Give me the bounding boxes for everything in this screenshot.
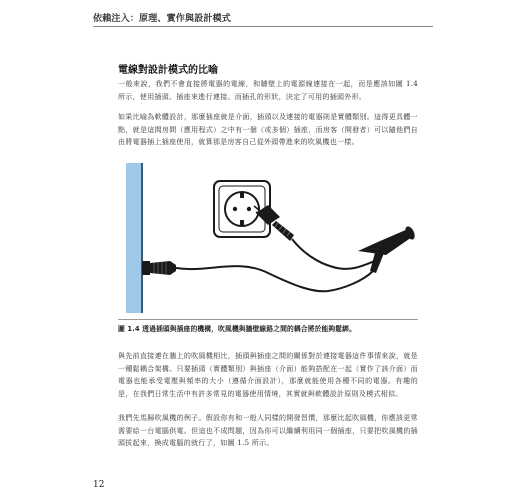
plug-socket-illustration (118, 163, 418, 313)
wall-icon (126, 163, 142, 313)
section-title: 電線對設計模式的比喻 (118, 65, 218, 76)
hair-dryer-icon (328, 225, 417, 291)
paragraph-1: 一般來說，我們不會直接將電器的電線，和牆壁上的電源線連接在一起，而是應該如圖 1.4 所示，使用插頭、插座來進行連接。而插孔的形狀，決定了可用的插頭外形。 (118, 80, 418, 101)
page-number: 12 (93, 480, 105, 490)
paragraph-3: 與先前直接連在牆上的吹風機相比，插頭與插座之間的關係對於連接電器這件事情來說，就是一種鬆耦合架構。只要插頭（實體類別）與插座（介面）能夠搭配在一起（實作了該介面）而電器也能承受電壓與頻率的大小（遵循介面設計），那麼就能使用各種不同的電器。有趣的是，在我們日常生活中有許多常見的電器使用情境，其實就與軟體設計原則及模式相似。 (118, 352, 418, 398)
figure-caption: 圖 1.4 透過插頭與插座的機構，吹風機與牆壁線路之間的耦合將於能夠鬆綁。 (118, 325, 356, 333)
figure-rule (118, 319, 418, 320)
figure-1-4 (118, 163, 418, 313)
paragraph-2: 如果比喻為軟體設計，那麼插座就是介面，插頭以及連接的電器則是實體類別。這得更具體一點，就是這間房間（應用程式）之中有一個（或多個）插座，而房客（開發者）可以隨他們自由將電器插上插座使用，就算那是房客自己從外頭帶進來的吹風機也一樣。 (118, 113, 418, 146)
running-head: 依賴注入：原理、實作與設計模式 (93, 14, 232, 24)
paragraph-4: 我們先馬歸吹風機的例子。假設你有和一般人同樣的開發習慣，那麼比起吹風機，你應該更常需要給一台電腦供電。但這也不成問題，因為你可以繼續利用同一個插座，只要把吹風機的插頭拔起來，換成電腦的就行了，如圖 1.5 所示。 (118, 414, 418, 447)
wall-cable-plug-icon (142, 261, 328, 291)
plug-icon (254, 205, 380, 269)
socket-icon (214, 181, 270, 237)
header-rule (93, 26, 433, 27)
